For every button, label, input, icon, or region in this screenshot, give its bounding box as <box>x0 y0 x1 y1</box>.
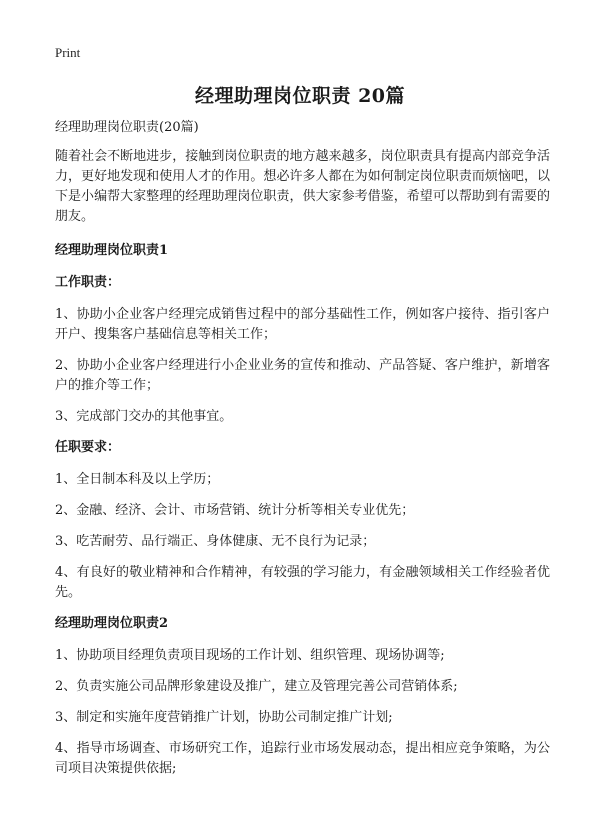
document-body <box>55 118 550 790</box>
intro-paragraph: 随着社会不断地进步，接触到岗位职责的地方越来越多，岗位职责具有提高内部竞争活力，更好地发现和使用人才的作用。想必许多人都在为如何制定岗位职责而烦恼吧，以下是小编帮大家整理的经理助理岗位职责，供大家参考借鉴，希望可以帮助到有需要的朋友。 <box>55 149 550 224</box>
duties-heading: 工作职责： <box>55 275 121 290</box>
duty-item: 3、制定和实施年度营销推广计划，协助公司制定推广计划; <box>55 710 393 725</box>
document-subtitle: 经理助理岗位职责(20篇) <box>55 120 199 135</box>
duty-item: 1、协助项目经理负责项目现场的工作计划、组织管理、现场协调等; <box>55 648 445 663</box>
requirement-item: 1、全日制本科及以上学历； <box>55 472 220 487</box>
duty-item: 4、指导市场调查、市场研究工作，追踪行业市场发展动态，提出相应竞争策略，为公司项目决策提供依据; <box>55 741 550 776</box>
requirement-item: 2、金融、经济、会计、市场营销、统计分析等相关专业优先； <box>55 503 415 518</box>
print-label: Print <box>55 45 81 60</box>
requirements-heading: 任职要求： <box>55 440 121 455</box>
section-heading: 经理助理岗位职责1 <box>55 243 169 258</box>
duty-item: 2、负责实施公司品牌形象建设及推广，建立及管理完善公司营销体系; <box>55 679 458 694</box>
duty-item: 1、协助小企业客户经理完成销售过程中的部分基础性工作，例如客户接待、指引客户开户、搜集客户基础信息等相关工作； <box>55 307 550 342</box>
requirement-item: 3、吃苦耐劳、品行端正、身体健康、无不良行为记录； <box>55 534 376 549</box>
duty-item: 3、完成部门交办的其他事宜。 <box>55 409 233 424</box>
duty-item: 2、协助小企业客户经理进行小企业业务的宣传和推动、产品答疑、客户维护，新增客户的推介等工作； <box>55 358 550 393</box>
requirement-item: 4、有良好的敬业精神和合作精神，有较强的学习能力，有金融领域相关工作经验者优先。 <box>55 565 550 600</box>
document-title: 经理助理岗位职责 20篇 <box>194 85 406 107</box>
section-heading: 经理助理岗位职责2 <box>55 616 169 631</box>
